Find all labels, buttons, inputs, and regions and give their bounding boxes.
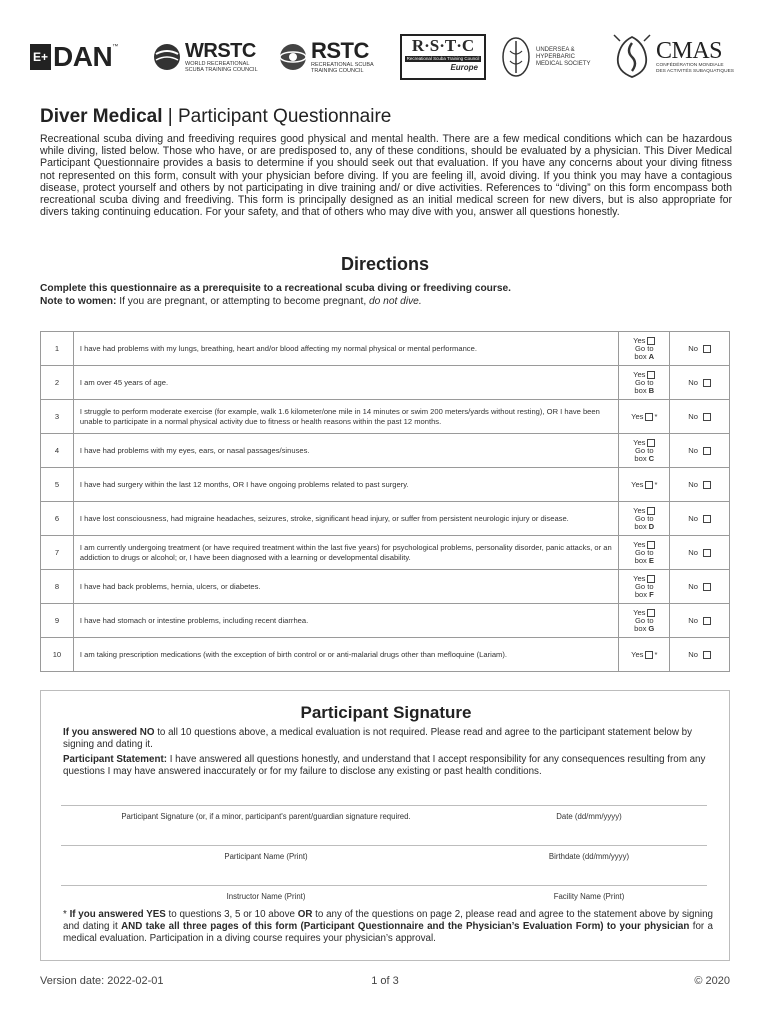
yes-note-t2: to any of the questions on page 2, please read and agree to the statement above by signing and dating it	[63, 909, 713, 932]
goto-box-instruction	[629, 379, 659, 396]
globe-icon	[152, 42, 182, 72]
wrstc-subtitle-2: SCUBA TRAINING COUNCIL	[185, 67, 258, 73]
no-checkbox[interactable]	[703, 549, 711, 557]
yes-option[interactable]	[619, 434, 670, 468]
yes-option[interactable]	[619, 604, 670, 638]
goto-box-letter: A	[648, 352, 655, 361]
rstc-europe-wordmark: R·S·T·C	[411, 36, 475, 55]
question-text: I have lost consciousness, had migraine headaches, seizures, stroke, significant head injury, or suffer from persistent neurologic injury or disease.	[73, 502, 618, 536]
wrstc-logo	[152, 32, 258, 82]
yes-label: Yes	[633, 607, 646, 617]
question-number: 8	[41, 570, 74, 604]
goto-text: Go to box	[634, 581, 654, 599]
page-title	[40, 106, 391, 128]
question-text: I have had problems with my lungs, breathing, heart and/or blood affecting my normal physical or mental performance.	[73, 332, 618, 366]
dan-badge: E+	[30, 44, 51, 70]
diver-globe-icon	[278, 41, 308, 73]
goto-box-letter: B	[648, 386, 655, 395]
yes-label: Yes	[631, 412, 644, 421]
goto-text: Go to box	[634, 445, 654, 463]
no-checkbox[interactable]	[703, 345, 711, 353]
participant-name-line[interactable]	[61, 845, 471, 846]
yes-line	[619, 650, 669, 659]
yes-label: Yes	[633, 369, 646, 379]
no-label: No	[688, 446, 698, 455]
goto-box-letter: F	[649, 590, 654, 599]
sig-p2-bold: Participant Statement:	[63, 754, 167, 765]
no-option[interactable]	[670, 366, 730, 400]
sig-p1-text: to all 10 questions above, a medical evaluation is not required. Please read and agree to the participant statement below by signing and dating it.	[63, 727, 693, 750]
question-text: I am currently undergoing treatment (or have required treatment within the last five years) for psychological problems, personality disorder, panic attacks, or an addiction to drugs or alcohol; or, I have been diagnosed with a learning or developmental disability.	[73, 536, 618, 570]
question-number: 5	[41, 468, 74, 502]
sig-p1-bold: If you answered NO	[63, 727, 155, 738]
yes-option[interactable]	[619, 502, 670, 536]
participant-name-label: Participant Name (Print)	[224, 852, 308, 861]
question-row	[41, 468, 730, 502]
yes-star-marker: *	[654, 412, 658, 421]
yes-option[interactable]	[619, 400, 670, 434]
no-option[interactable]	[670, 502, 730, 536]
intro-paragraph: Recreational scuba diving and freediving requires good physical and mental health. There are a few medical conditions which can be hazardous while diving, listed below. Those who have, or are predisposed to, any of these conditions, should be evaluated by a physician. This Diver Medical Participant Questionnaire provides a basis to determine if you should seek out that evaluation. If you have any concerns about your diving fitness not represented on this form, consult with your physician before diving. If you are feeling ill, avoid diving. If you think you may have a contagious disease, protect yourself and others by not participating in dive training and/ or dive activities. References to “diving” on this form encompass both recreational scuba diving and freediving. This form is principally designed as an initial medical screen for new divers, but is also appropriate for divers taking continuing education. For your safety, and that of others who may dive with you, answer all questions honestly.	[40, 133, 732, 219]
question-text: I am taking prescription medications (with the exception of birth control or or anti-malarial drugs other than mefloquine (Lariam).	[73, 638, 618, 672]
rstc-europe-region: Europe	[450, 63, 478, 72]
question-number: 2	[41, 366, 74, 400]
question-number: 4	[41, 434, 74, 468]
questionnaire-table	[40, 331, 730, 672]
uhms-emblem-icon	[500, 35, 532, 79]
copyright: © 2020	[694, 975, 730, 987]
yes-checkbox[interactable]	[645, 481, 653, 489]
goto-box-instruction	[629, 617, 659, 634]
birthdate-line[interactable]	[471, 845, 707, 846]
participant-signature-label: Participant Signature (or, if a minor, participant's parent/guardian signature required.	[121, 812, 411, 821]
no-checkbox[interactable]	[703, 481, 711, 489]
wrstc-wordmark: WRSTC	[185, 40, 256, 62]
no-label: No	[688, 514, 698, 523]
yes-note-b3: AND take all three pages of this form (Participant Questionnaire and the Physician’s Evaluation Form) to your physician	[121, 921, 690, 932]
wrstc-subtitle-1: WORLD RECREATIONAL	[185, 61, 250, 67]
yes-label: Yes	[633, 573, 646, 583]
question-number: 6	[41, 502, 74, 536]
yes-option[interactable]	[619, 468, 670, 502]
goto-box-instruction	[629, 447, 659, 464]
yes-option[interactable]	[619, 536, 670, 570]
yes-star-marker: *	[654, 650, 658, 659]
no-label: No	[688, 616, 698, 625]
yes-label: Yes	[631, 650, 644, 659]
participant-statement	[63, 754, 713, 778]
signature-title: Participant Signature	[300, 703, 472, 722]
question-row	[41, 502, 730, 536]
yes-note-star: *	[63, 909, 70, 920]
yes-option[interactable]	[619, 638, 670, 672]
yes-option[interactable]	[619, 366, 670, 400]
goto-text: Go to box	[634, 615, 654, 633]
signature-panel	[40, 690, 730, 961]
cmas-seahorse-emblem-icon	[610, 33, 654, 81]
page-title-bold: Diver Medical	[40, 106, 163, 127]
no-checkbox[interactable]	[703, 583, 711, 591]
goto-box-letter: C	[648, 454, 655, 463]
yes-line	[619, 412, 669, 421]
instructor-name-line[interactable]	[61, 885, 471, 886]
yes-note-t3: for a medical evaluation. Participation in a diving course requires your physician’s approval.	[63, 921, 713, 944]
question-text: I am over 45 years of age.	[73, 366, 618, 400]
goto-box-letter: D	[648, 522, 655, 531]
rstc-wordmark: RSTC	[311, 38, 369, 63]
yes-note-b1: If you answered YES	[69, 909, 166, 920]
question-row	[41, 638, 730, 672]
question-text: I have had problems with my eyes, ears, or nasal passages/sinuses.	[73, 434, 618, 468]
question-number: 10	[41, 638, 74, 672]
goto-box-letter: E	[648, 556, 654, 565]
question-number: 3	[41, 400, 74, 434]
version-date: Version date: 2022-02-01	[40, 975, 164, 987]
participant-signature-line[interactable]	[61, 805, 471, 806]
uhms-line-2: HYPERBARIC	[536, 53, 576, 60]
no-option[interactable]	[670, 638, 730, 672]
yes-checkbox[interactable]	[645, 651, 653, 659]
no-option[interactable]	[670, 468, 730, 502]
goto-text: Go to box	[634, 377, 654, 395]
no-option[interactable]	[670, 332, 730, 366]
question-row	[41, 434, 730, 468]
goto-text: Go to box	[634, 513, 654, 531]
uhms-line-3: MEDICAL SOCIETY	[536, 60, 591, 67]
no-checkbox[interactable]	[703, 515, 711, 523]
cmas-subtitle-1: CONFÉDÉRATION MONDIALE	[656, 63, 724, 68]
no-checkbox[interactable]	[703, 413, 711, 421]
directions-note	[40, 296, 422, 307]
no-option[interactable]	[670, 604, 730, 638]
question-text: I struggle to perform moderate exercise (for example, walk 1.6 kilometer/one mile in 14 minutes or swim 200 meters/yards without resting), OR I have been unable to participate in a normal physical activity due to fitness or health reasons within the past 12 months.	[73, 400, 618, 434]
signature-no-instructions	[63, 727, 713, 751]
yes-label: Yes	[633, 539, 646, 549]
facility-name-line[interactable]	[471, 885, 707, 886]
page-title-rest: | Participant Questionnaire	[162, 106, 392, 127]
no-option[interactable]	[670, 536, 730, 570]
no-checkbox[interactable]	[703, 447, 711, 455]
sig-p2-text: I have answered all questions honestly, and understand that I accept responsibility for any consequences resulting from any questions I may have answered inaccurately or for my failure to disclose any existing or past health conditions.	[63, 754, 706, 777]
question-row	[41, 366, 730, 400]
instructor-name-label: Instructor Name (Print)	[226, 892, 306, 901]
no-label: No	[688, 650, 698, 659]
rstc-subtitle-1: RECREATIONAL SCUBA	[311, 62, 374, 68]
no-label: No	[688, 582, 698, 591]
page-number: 1 of 3	[371, 975, 399, 987]
goto-text: Go to box	[634, 343, 654, 361]
question-row	[41, 570, 730, 604]
facility-name-label: Facility Name (Print)	[553, 892, 625, 901]
question-row	[41, 604, 730, 638]
date-label: Date (dd/mm/yyyy)	[556, 812, 622, 821]
yes-label: Yes	[633, 437, 646, 447]
dan-trademark: ™	[112, 44, 119, 50]
birthdate-label: Birthdate (dd/mm/yyyy)	[548, 852, 630, 861]
goto-box-instruction	[629, 549, 659, 566]
no-option[interactable]	[670, 570, 730, 604]
no-label: No	[688, 548, 698, 557]
no-label: No	[688, 412, 698, 421]
question-row	[41, 400, 730, 434]
directions-instruction: Complete this questionnaire as a prerequisite to a recreational scuba diving or freediving course.	[40, 283, 512, 294]
note-italic: do not dive.	[369, 296, 422, 307]
yes-answer-note	[63, 909, 713, 945]
goto-box-instruction	[629, 345, 659, 362]
no-label: No	[688, 344, 698, 353]
no-label: No	[688, 378, 698, 387]
cmas-subtitle-2: DES ACTIVITÉS SUBAQUATIQUES	[656, 69, 735, 74]
question-number: 9	[41, 604, 74, 638]
dan-logo	[30, 32, 118, 82]
dan-wordmark: DAN	[53, 41, 113, 72]
question-row	[41, 536, 730, 570]
directions-heading: Directions	[340, 254, 430, 274]
yes-note-b2: OR	[297, 909, 313, 920]
goto-text: Go to box	[634, 547, 654, 565]
yes-label: Yes	[633, 505, 646, 515]
partner-logos	[30, 32, 740, 84]
note-text: If you are pregnant, or attempting to become pregnant,	[116, 296, 369, 307]
goto-box-instruction	[629, 583, 659, 600]
yes-label: Yes	[631, 480, 644, 489]
question-number: 1	[41, 332, 74, 366]
rstc-europe-subtitle: Recreational Scuba Training Council	[406, 56, 480, 61]
yes-star-marker: *	[654, 480, 658, 489]
goto-box-instruction	[629, 515, 659, 532]
no-option[interactable]	[670, 400, 730, 434]
question-number: 7	[41, 536, 74, 570]
question-text: I have had surgery within the last 12 months, OR I have ongoing problems related to past surgery.	[73, 468, 618, 502]
rstc-logo	[278, 32, 374, 82]
no-option[interactable]	[670, 434, 730, 468]
note-label: Note to women:	[40, 296, 117, 307]
yes-checkbox[interactable]	[645, 413, 653, 421]
question-text: I have had back problems, hernia, ulcers, or diabetes.	[73, 570, 618, 604]
question-text: I have had stomach or intestine problems, including recent diarrhea.	[73, 604, 618, 638]
yes-note-t1: to questions 3, 5 or 10 above	[165, 909, 298, 920]
rstc-europe-logo	[400, 32, 486, 82]
yes-label: Yes	[633, 335, 646, 345]
uhms-line-1: UNDERSEA &	[536, 46, 575, 53]
rstc-subtitle-2: TRAINING COUNCIL	[311, 68, 364, 74]
yes-option[interactable]	[619, 570, 670, 604]
yes-option[interactable]	[619, 332, 670, 366]
cmas-logo	[610, 32, 734, 82]
no-checkbox[interactable]	[703, 379, 711, 387]
question-row	[41, 332, 730, 366]
goto-box-letter: G	[648, 624, 655, 633]
yes-line	[619, 480, 669, 489]
uhms-logo	[500, 32, 590, 82]
no-checkbox[interactable]	[703, 617, 711, 625]
no-checkbox[interactable]	[703, 651, 711, 659]
no-label: No	[688, 480, 698, 489]
date-line[interactable]	[471, 805, 707, 806]
cmas-wordmark: CMAS	[656, 38, 723, 64]
